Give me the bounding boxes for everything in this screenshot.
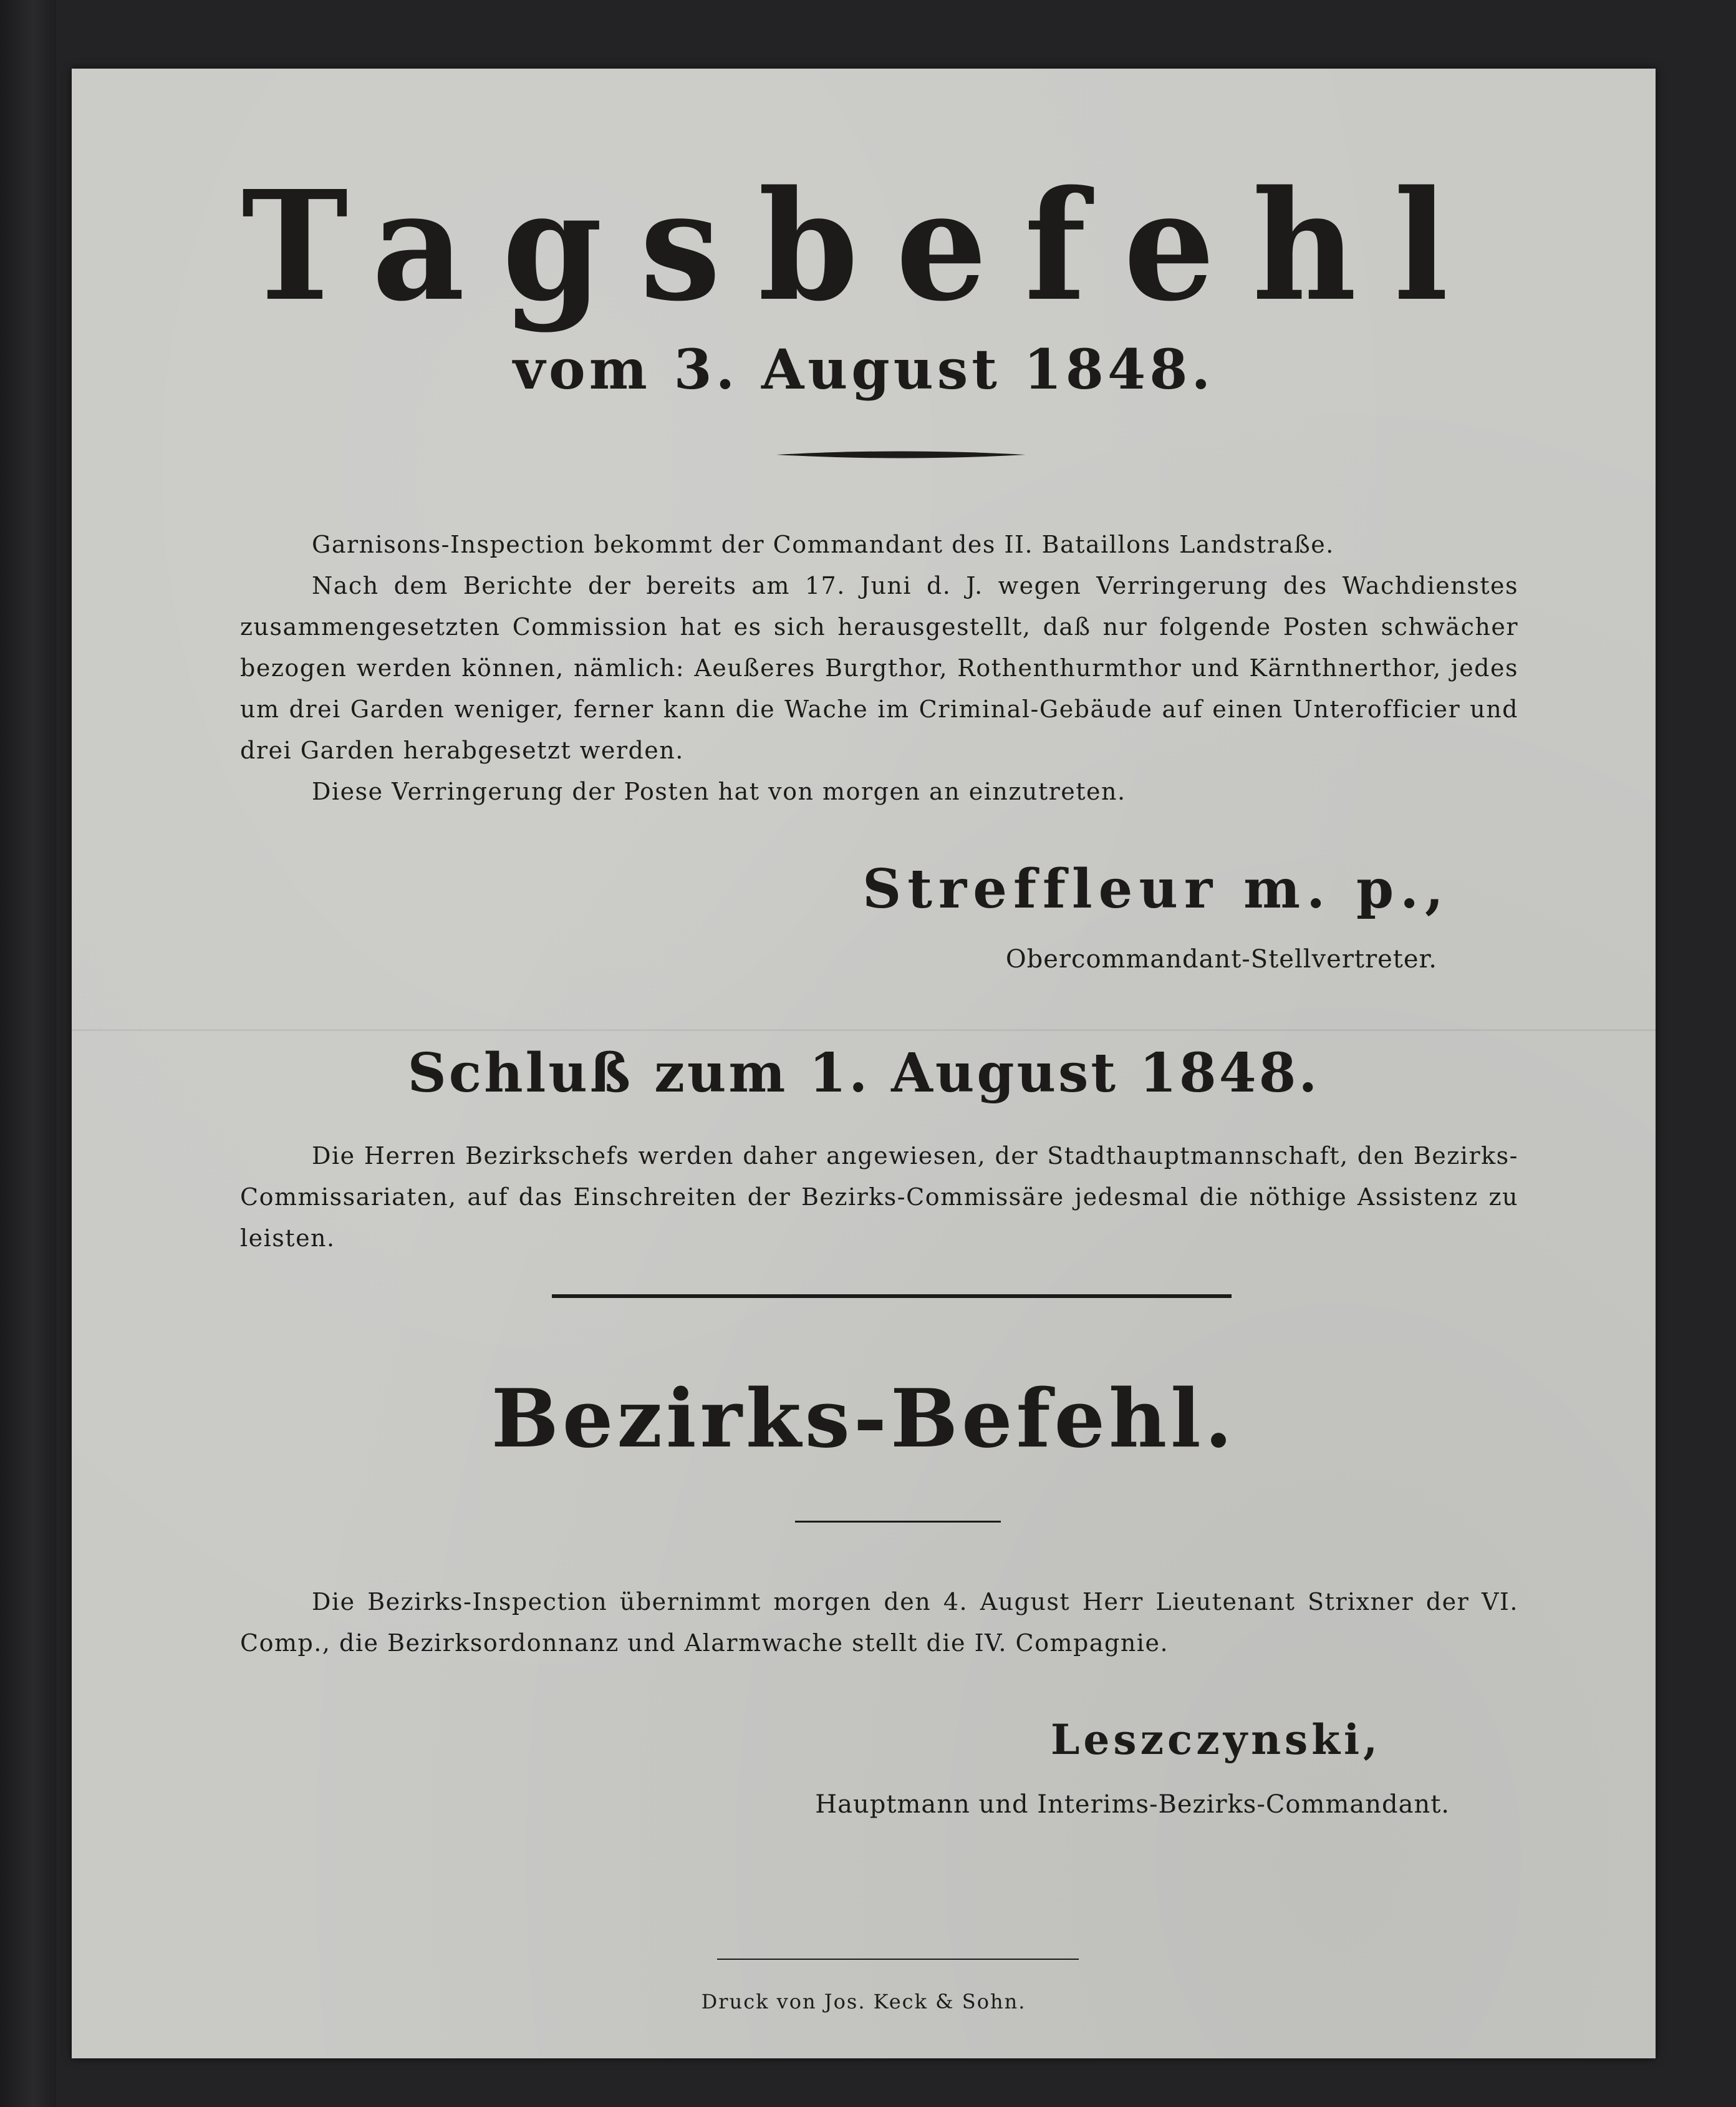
fold-line [72, 1029, 1656, 1031]
district-order-paragraph: Die Bezirks-Inspection übernimmt morgen den 4. August Herr Lieutenant Strixner der VI. Comp., die Bezirksordonnanz und Alarmwache stellt die IV. Compagnie. [240, 1588, 1518, 1657]
district-order-text [240, 1581, 1518, 1664]
signature-leszczynski: Leszczynski, [1051, 1715, 1381, 1764]
conclusion-heading: Schluß zum 1. August 1848. [407, 1042, 1320, 1105]
section-divider [552, 1294, 1232, 1298]
footer-rule [717, 1959, 1079, 1960]
conclusion-text [240, 1135, 1518, 1259]
district-order-title: Bezirks-Befehl. [491, 1372, 1237, 1466]
signature-title-leszczynski: Hauptmann und Interims-Bezirks-Commandant. [815, 1790, 1450, 1819]
conclusion-paragraph: Die Herren Bezirkschefs werden daher angewiesen, der Stadthauptmannschaft, den Bezirks-Commissariaten, auf das Einschreiten der Bezirks-Commissäre jedesmal die nöthige Assistenz zu leisten. [240, 1142, 1518, 1252]
document-date: vom 3. August 1848. [513, 337, 1215, 402]
order-paragraph: Nach dem Berichte der bereits am 17. Juni d. J. wegen Verringerung des Wachdienstes zusammengesetzten Commission hat es sich herausgestellt, daß nur folgende Posten schwächer bezogen werden können, nämlich: Aeußeres Burgthor, Rothenthurmthor und Kärnthnerthor, jedes um drei Garden weniger, ferner kann die Wache im Criminal-Gebäude auf einen Unterofficier und drei Garden herabgesetzt werden. [240, 572, 1518, 764]
order-paragraph: Garnisons-Inspection bekommt der Commandant des II. Bataillons Landstraße. [312, 531, 1334, 558]
document-title: Tagsbefehl [241, 158, 1486, 335]
ornamental-rule [776, 449, 1026, 460]
order-paragraph: Diese Verringerung der Posten hat von morgen an einzutreten. [312, 778, 1126, 805]
document-page [72, 69, 1656, 2058]
signature-streffleur: Streffleur m. p., [862, 858, 1450, 921]
album-binding [0, 0, 56, 2107]
signature-title-streffleur: Obercommandant-Stellvertreter. [1005, 945, 1437, 974]
order-text [240, 524, 1518, 812]
short-divider [795, 1521, 1001, 1523]
printer-imprint: Druck von Jos. Keck & Sohn. [701, 1990, 1026, 2013]
